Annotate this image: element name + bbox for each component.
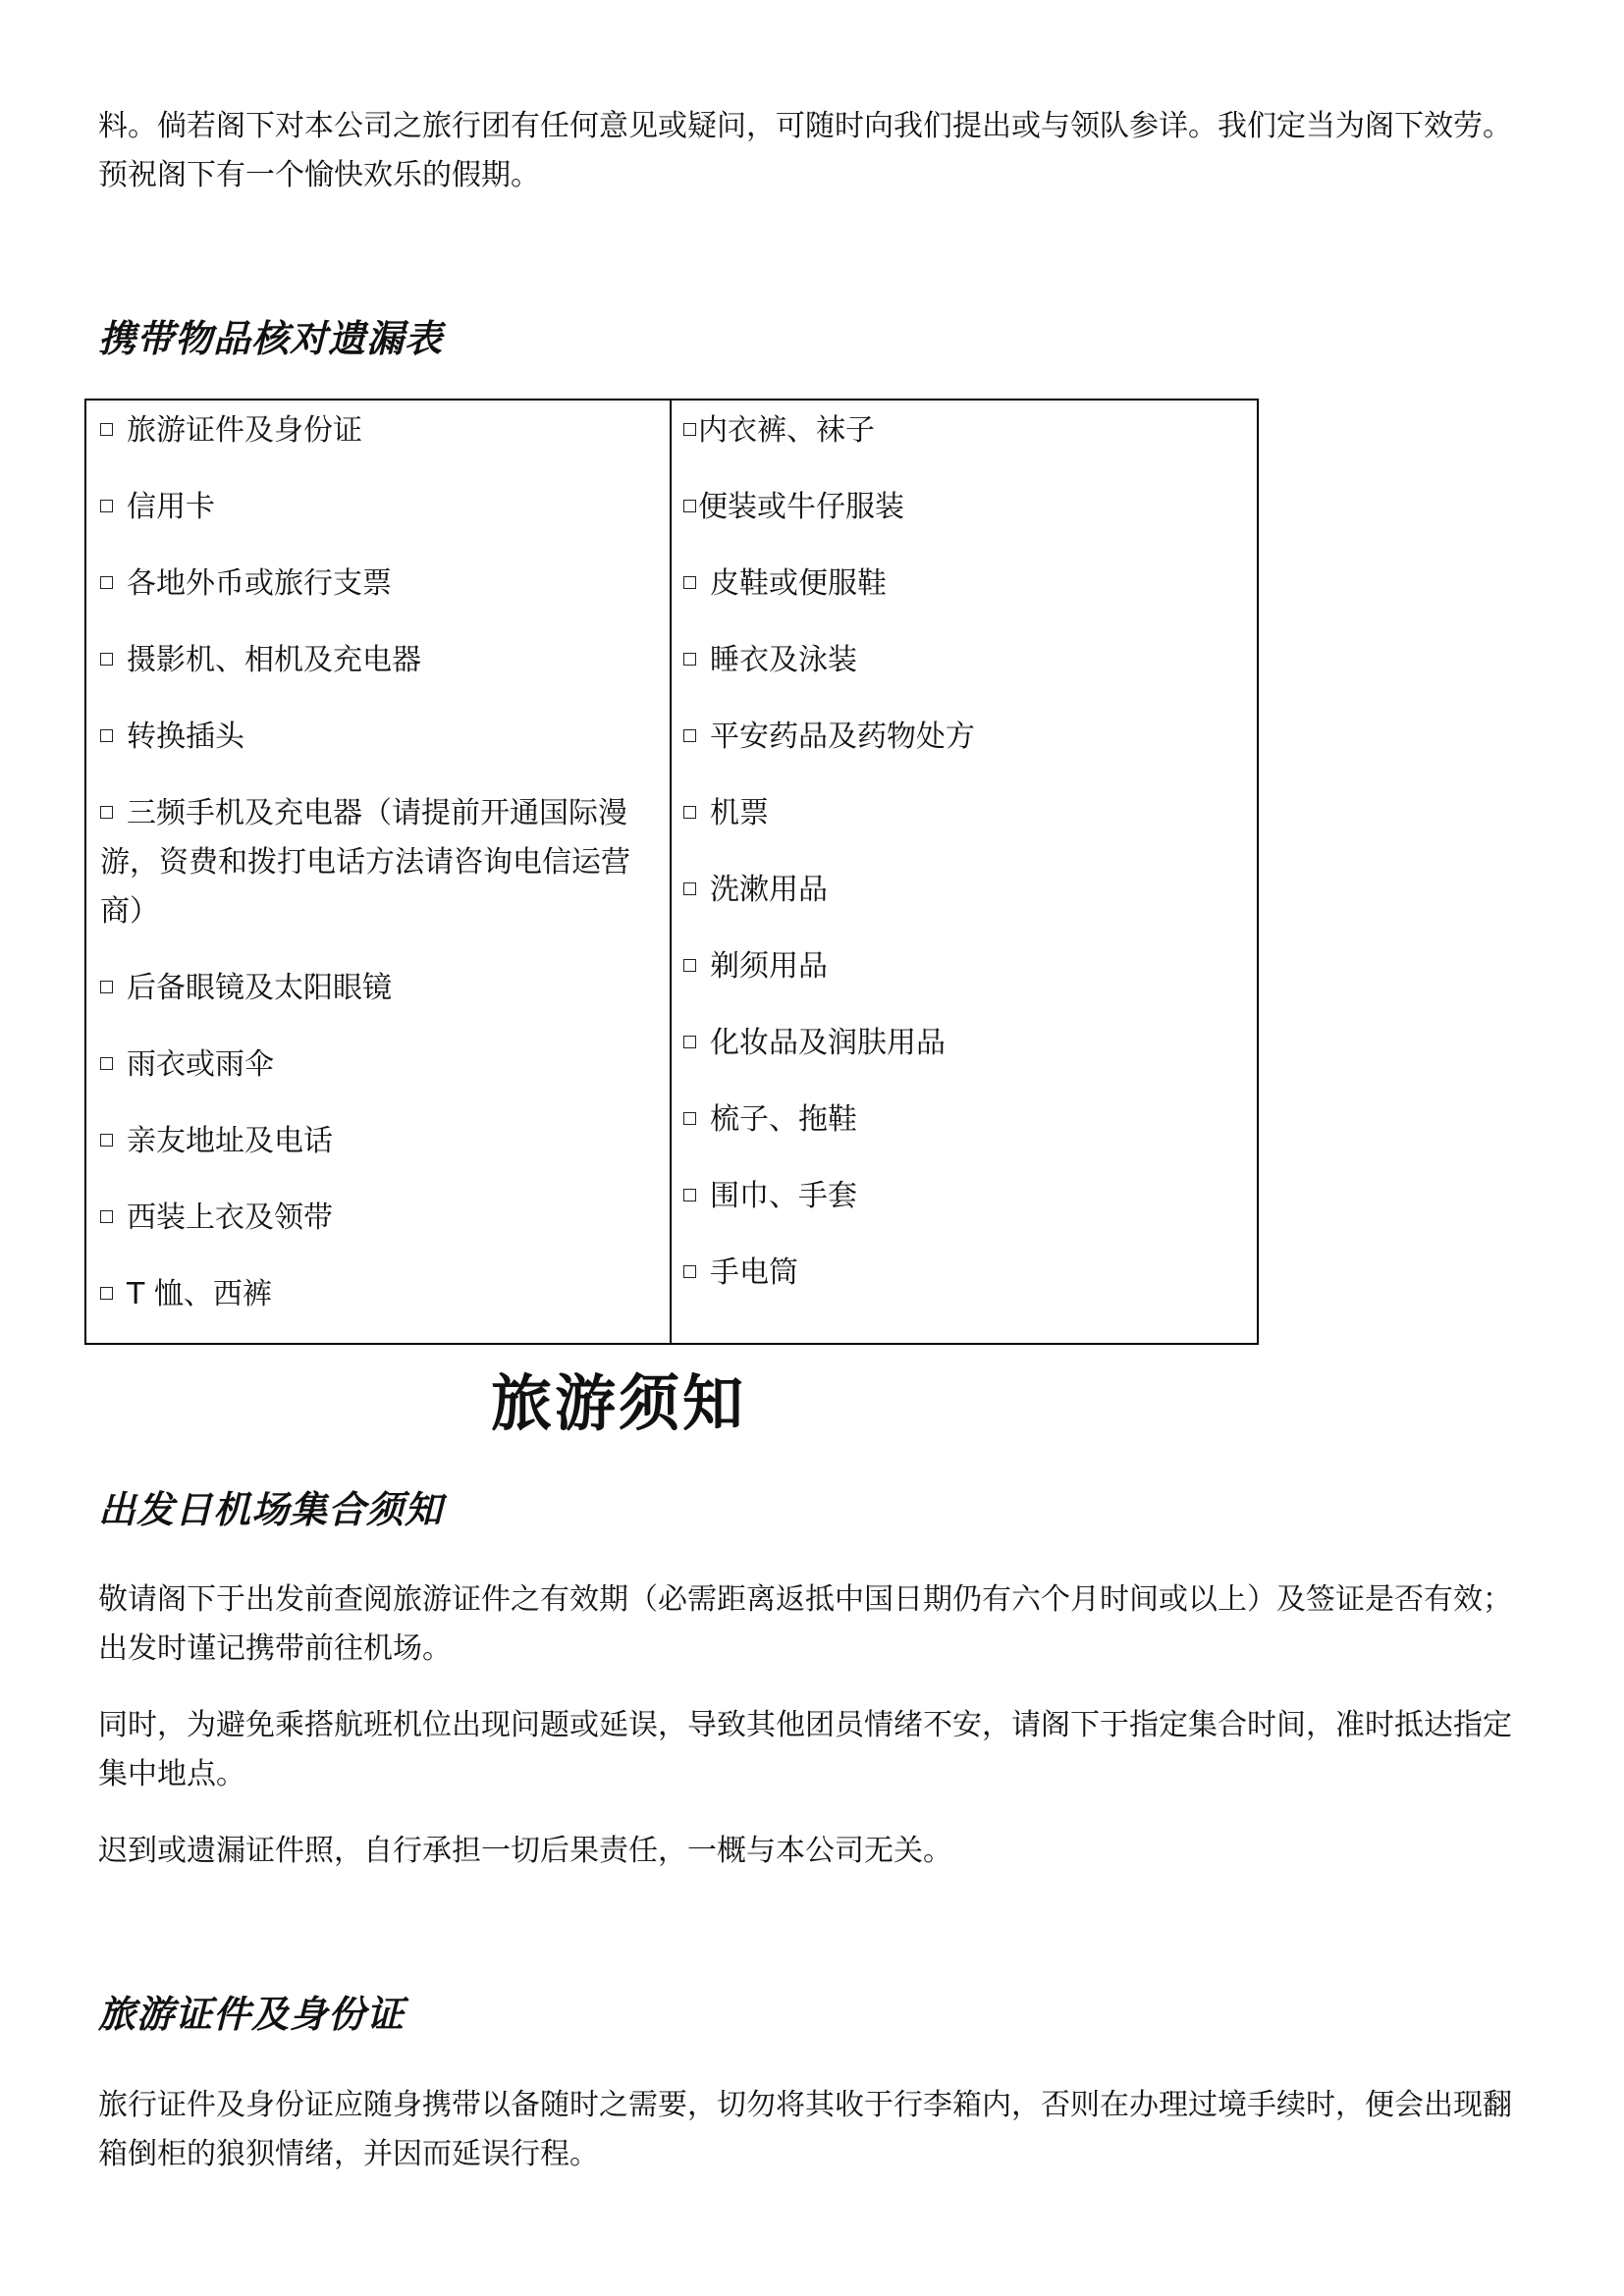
documents-heading: 旅游证件及身份证 [98, 1993, 406, 2036]
checklist-item: 剃须用品 [683, 942, 1257, 991]
checklist-heading: 携带物品核对遗漏表 [98, 317, 444, 360]
checklist-item: 旅游证件及身份证 [100, 406, 670, 455]
airport-heading: 出发日机场集合须知 [98, 1488, 444, 1531]
airport-paragraph-1: 敬请阁下于出发前查阅旅游证件之有效期（必需距离返抵中国日期仍有六个月时间或以上）及签证是否有效；出发时谨记携带前往机场。 [98, 1582, 1512, 1666]
checkbox-icon [100, 981, 113, 993]
checklist-item: 西装上衣及领带 [100, 1194, 670, 1243]
checkbox-icon [100, 1057, 113, 1070]
checkbox-icon [100, 423, 113, 436]
checkbox-icon [100, 806, 113, 819]
checkbox-icon [683, 423, 696, 436]
airport-paragraph-3: 迟到或遗漏证件照，自行承担一切后果责任，一概与本公司无关。 [98, 1834, 952, 1868]
checklist-item: 手电筒 [683, 1249, 1257, 1298]
checkbox-icon [100, 1210, 113, 1223]
checklist-item: 围巾、手套 [683, 1172, 1257, 1221]
checklist-item: 各地外币或旅行支票 [100, 560, 670, 609]
checkbox-icon [683, 806, 696, 819]
checkbox-icon [683, 1265, 696, 1278]
airport-paragraph-2: 同时，为避免乘搭航班机位出现问题或延误，导致其他团员情绪不安，请阁下于指定集合时间，准时抵达指定集中地点。 [98, 1708, 1512, 1791]
documents-paragraph: 旅行证件及身份证应随身携带以备随时之需要，切勿将其收于行李箱内，否则在办理过境手续时，便会出现翻箱倒柜的狼狈情绪，并因而延误行程。 [98, 2088, 1512, 2171]
travel-notice-title: 旅游须知 [491, 1367, 747, 1439]
checkbox-icon [683, 500, 696, 512]
checklist-item: 雨衣或雨伞 [100, 1041, 670, 1090]
checkbox-icon [683, 729, 696, 742]
checklist-item: 转换插头 [100, 713, 670, 762]
checkbox-icon [683, 653, 696, 666]
checkbox-icon [100, 1287, 113, 1300]
checklist-item: 内衣裤、袜子 [683, 406, 1257, 455]
checklist-item: 后备眼镜及太阳眼镜 [100, 964, 670, 1013]
checklist-item: 皮鞋或便服鞋 [683, 560, 1257, 609]
checkbox-icon [100, 729, 113, 742]
checklist-item: 平安药品及药物处方 [683, 713, 1257, 762]
checkbox-icon [683, 882, 696, 895]
checklist-item: 梳子、拖鞋 [683, 1095, 1257, 1145]
checkbox-icon [100, 576, 113, 589]
checklist-item: 洗漱用品 [683, 866, 1257, 915]
checklist-item: 信用卡 [100, 483, 670, 532]
checklist-item: T 恤、西裤 [100, 1270, 670, 1319]
checkbox-icon [100, 500, 113, 512]
checkbox-icon [100, 653, 113, 666]
checklist-item: 三频手机及充电器（请提前开通国际漫游，资费和拨打电话方法请咨询电信运营商） [100, 796, 630, 929]
checkbox-icon [683, 1112, 696, 1125]
checkbox-icon [683, 1036, 696, 1048]
checkbox-icon [683, 576, 696, 589]
checklist-item: 机票 [683, 789, 1257, 838]
checklist-item: 亲友地址及电话 [100, 1117, 670, 1166]
checklist-left-column [86, 400, 672, 1343]
packing-checklist-table [84, 399, 1259, 1345]
checkbox-icon [683, 959, 696, 972]
checkbox-icon [100, 1134, 113, 1147]
intro-paragraph: 料。倘若阁下对本公司之旅行团有任何意见或疑问，可随时向我们提出或与领队参详。我们定当为阁下效劳。预祝阁下有一个愉快欢乐的假期。 [98, 109, 1512, 192]
checklist-item: 化妆品及润肤用品 [683, 1019, 1257, 1068]
checklist-item: 摄影机、相机及充电器 [100, 636, 670, 685]
checklist-item: 睡衣及泳装 [683, 636, 1257, 685]
checklist-right-column [672, 400, 1257, 1343]
checklist-item: 便装或牛仔服装 [683, 483, 1257, 532]
checkbox-icon [683, 1189, 696, 1201]
